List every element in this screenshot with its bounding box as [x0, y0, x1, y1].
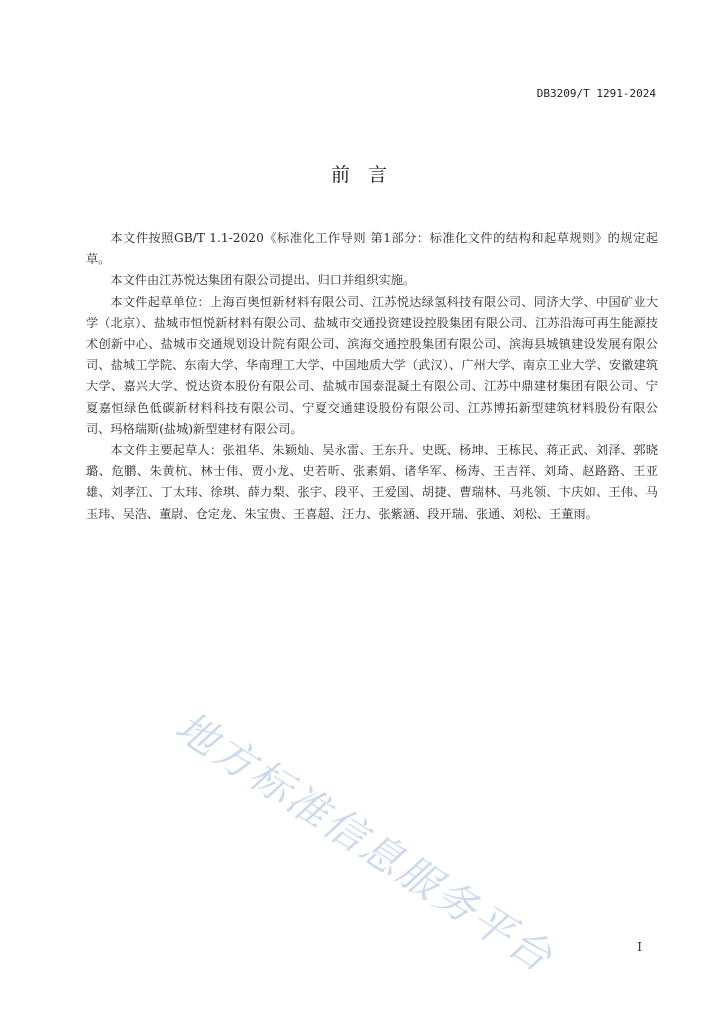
page-number: I	[637, 940, 642, 954]
document-code: DB3209/T 1291-2024	[536, 87, 656, 100]
watermark: 地方标准信息服务平台	[167, 702, 563, 983]
paragraph-drafting-units: 本文件起草单位：上海百奥恒新材料有限公司、江苏悦达绿氢科技有限公司、同济大学、中国矿业大学（北京）、盐城市恒悦新材料有限公司、盐城市交通投资建设控股集团有限公司、江苏沿海可再生能源技术创新中心、盐城市交通规划设计院有限公司、滨海交通控股集团有限公司、滨海县城镇建设发展有限公司、盐城工学院、东南大学、华南理工大学、中国地质大学（武汉）、广州大学、南京工业大学、安徽建筑大学、嘉兴大学、悦达资本股份有限公司、盐城市国泰混凝土有限公司、江苏中鼎建材集团有限公司、宁夏嘉恒绿色低碳新材料科技有限公司、宁夏交通建设股份有限公司、江苏博拓新型建筑材料股份有限公司、玛格瑞斯(盐城)新型建材有限公司。	[86, 294, 658, 436]
paragraph-drafters: 本文件主要起草人：张祖华、朱颖灿、吴永雷、王东升、史既、杨坤、王栋民、蒋正武、刘泽、郭晓璐、危鹏、朱黄杭、林士伟、贾小龙、史若昕、张素娟、诸华军、杨涛、王吉祥、刘琦、赵路路、王亚雄、刘孝江、丁太玮、徐琪、薛力梨、张宇、段平、王爱国、胡捷、曹瑞林、马兆领、卞庆如、王伟、马玉玮、吴浩、董尉、仓定龙、朱宝贵、王喜超、汪力、张紫涵、段开瑞、张通、刘松、王董雨。	[86, 443, 658, 521]
document-body	[86, 228, 658, 525]
paragraph-proposer: 本文件由江苏悦达集团有限公司提出、归口并组织实施。	[110, 273, 416, 288]
paragraph-drafting-rules: 本文件按照GB/T 1.1-2020《标准化工作导则 第1部分：标准化文件的结构和起草规则》的规定起草。	[86, 231, 658, 267]
page-title: 前 言	[330, 164, 394, 186]
